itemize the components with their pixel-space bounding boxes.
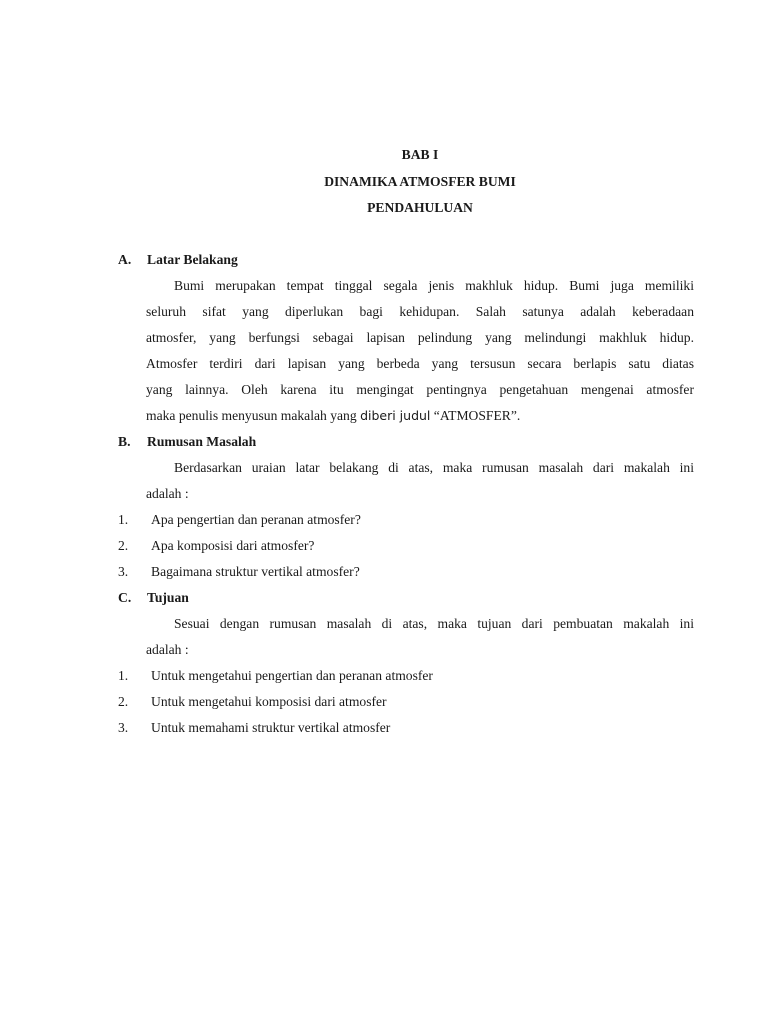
chapter-title: DINAMIKA ATMOSFER BUMI — [324, 174, 516, 189]
list-item: 2. Untuk mengetahui komposisi dari atmosfer — [118, 694, 387, 709]
section-a-label: A. — [118, 252, 132, 267]
list-item: 1. Apa pengertian dan peranan atmosfer? — [118, 512, 361, 527]
chapter-subtitle: PENDAHULUAN — [367, 200, 473, 215]
paragraph-last-line: maka penulis menyusun makalah yang diberi judul “ATMOSFER”. — [146, 408, 521, 423]
section-c-label: C. — [118, 590, 132, 605]
paragraph-line: Atmosfer terdiri dari lapisan yang berbeda yang tersusun secara berlapis satu diatas — [146, 356, 694, 371]
paragraph-last-line: adalah : — [146, 486, 189, 501]
section-a-heading — [118, 252, 418, 270]
paragraph-line: Bumi merupakan tempat tinggal segala jenis makhluk hidup. Bumi juga memiliki — [174, 278, 694, 293]
paragraph-line: seluruh sifat yang diperlukan bagi kehidupan. Salah satunya adalah keberadaan — [146, 304, 694, 319]
section-b-label: B. — [118, 434, 131, 449]
paragraph-line: yang lainnya. Oleh karena itu mengingat pentingnya pengetahuan mengenai atmosfer — [146, 382, 694, 397]
list-item: 3. Bagaimana struktur vertikal atmosfer? — [118, 564, 360, 579]
list-item: 1. Untuk mengetahui pengertian dan peranan atmosfer — [118, 668, 433, 683]
section-c-title: Tujuan — [147, 590, 189, 605]
list-item: 3. Untuk memahami struktur vertikal atmosfer — [118, 720, 391, 735]
section-c-heading — [118, 590, 418, 608]
section-b-title: Rumusan Masalah — [147, 434, 257, 449]
chapter-number: BAB I — [401, 147, 439, 162]
list-item: 2. Apa komposisi dari atmosfer? — [118, 538, 315, 553]
section-a-title: Latar Belakang — [147, 252, 238, 267]
paragraph-line: Sesuai dengan rumusan masalah di atas, maka tujuan dari pembuatan makalah ini — [174, 616, 694, 631]
section-b-heading — [118, 434, 418, 452]
paragraph-line: Berdasarkan uraian latar belakang di atas, maka rumusan masalah dari makalah ini — [174, 460, 694, 475]
paragraph-line: atmosfer, yang berfungsi sebagai lapisan pelindung yang melindungi makhluk hidup. — [146, 330, 694, 345]
paragraph-last-line: adalah : — [146, 642, 189, 657]
